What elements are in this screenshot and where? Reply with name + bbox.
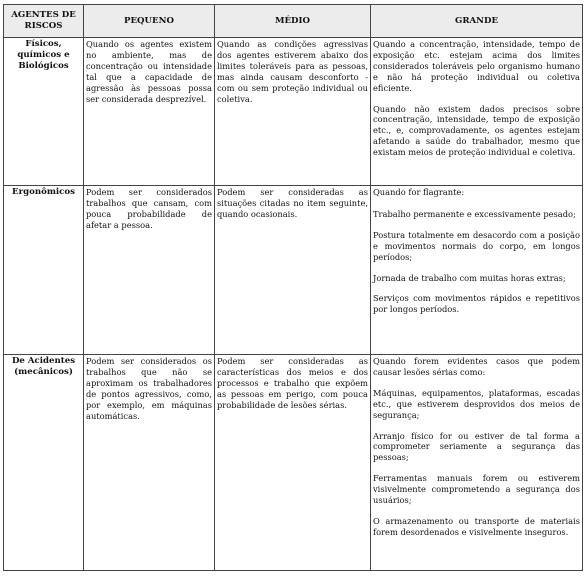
cell-paragraph: Quando forem evidentes casos que podem causar lesões sérias como: <box>373 356 580 377</box>
agent-cell: Ergonômicos <box>4 186 84 355</box>
cell-paragraph: Quando não existem dados precisos sobre concentração, intensidade, tempo de exposição etc., e, comprovadamente, os agentes estejam afetando a saúde do trabalhador, mesmo que existam meios de proteção individual e coletiva. <box>373 103 580 158</box>
table-row <box>4 355 583 571</box>
cell-text: Quando os agentes existem no ambiente, mas de concentração ou intensidade tal que a capacidade de agressão às pessoas possa ser considerada desprezível. <box>86 39 212 104</box>
agent-cell: De Acidentes (mecânicos) <box>4 355 84 571</box>
agent-cell: Físicos, químicos e Biológicos <box>4 38 84 186</box>
small-cell <box>84 186 215 355</box>
cell-paragraph: Serviços com movimentos rápidos e repetitivos por longos períodos. <box>373 293 580 315</box>
header-medium: MÉDIO <box>215 5 371 38</box>
cell-paragraph: Postura totalmente em desacordo com a posição e movimentos normais do corpo, em longos períodos; <box>373 229 580 262</box>
cell-paragraph: Máquinas, equipamentos, plataformas, escadas etc., que estiverem desprovidos dos meios de segurança; <box>373 387 580 420</box>
cell-text: Podem ser consideradas as situações citadas no item seguinte, quando ocasionais. <box>217 187 368 219</box>
cell-paragraph: Jornada de trabalho com muitas horas extras; <box>373 272 566 283</box>
cell-text: Podem ser consideradas as características dos meios e dos processos e trabalho que expõem as pessoas em perigo, com pouca probabilidade de lesões sérias. <box>217 356 368 410</box>
cell-paragraph: O armazenamento ou transporte de materiais forem desordenados e visivelmente inseguros. <box>373 515 580 537</box>
cell-text: Podem ser considerados os trabalhos que não se aproximam os trabalhadores de pontos agressivos, como, por exemplo, em máquinas automáticas. <box>86 356 212 421</box>
small-cell <box>84 38 215 186</box>
cell-paragraph: Ferramentas manuais forem ou estiverem visivelmente comprometendo a segurança dos usuários; <box>373 473 580 506</box>
cell-paragraph: Trabalho permanente e excessivamente pesado; <box>373 208 576 219</box>
table-row <box>4 38 583 186</box>
medium-cell <box>215 38 371 186</box>
cell-paragraph: Quando a concentração, intensidade, tempo de exposição etc. estejam acima dos limites considerados toleráveis pelo organismo humano e não há proteção individual ou coletiva eficiente. <box>373 39 580 93</box>
cell-paragraph: Arranjo físico for ou estiver de tal forma a comprometer seriamente a segurança das pessoas; <box>373 430 580 463</box>
cell-paragraph: Quando for flagrante: <box>373 187 465 197</box>
large-cell <box>371 38 583 186</box>
table-row <box>4 186 583 355</box>
large-cell <box>371 355 583 571</box>
medium-cell <box>215 355 371 571</box>
cell-text: Quando as condições agressivas dos agentes estiverem abaixo dos limites toleráveis para as pessoas, mas ainda causam desconforto - com ou sem proteção individual ou coletiva. <box>217 39 368 104</box>
risk-classification-table <box>3 4 583 571</box>
header-agents: AGENTES DE RISCOS <box>4 5 84 38</box>
cell-text: Podem ser considerados trabalhos que cansam, com pouca probabilidade de afetar a pessoa. <box>86 187 212 230</box>
header-small: PEQUENO <box>84 5 215 38</box>
header-row <box>4 5 583 38</box>
large-cell <box>371 186 583 355</box>
small-cell <box>84 355 215 571</box>
medium-cell <box>215 186 371 355</box>
header-large: GRANDE <box>371 5 583 38</box>
